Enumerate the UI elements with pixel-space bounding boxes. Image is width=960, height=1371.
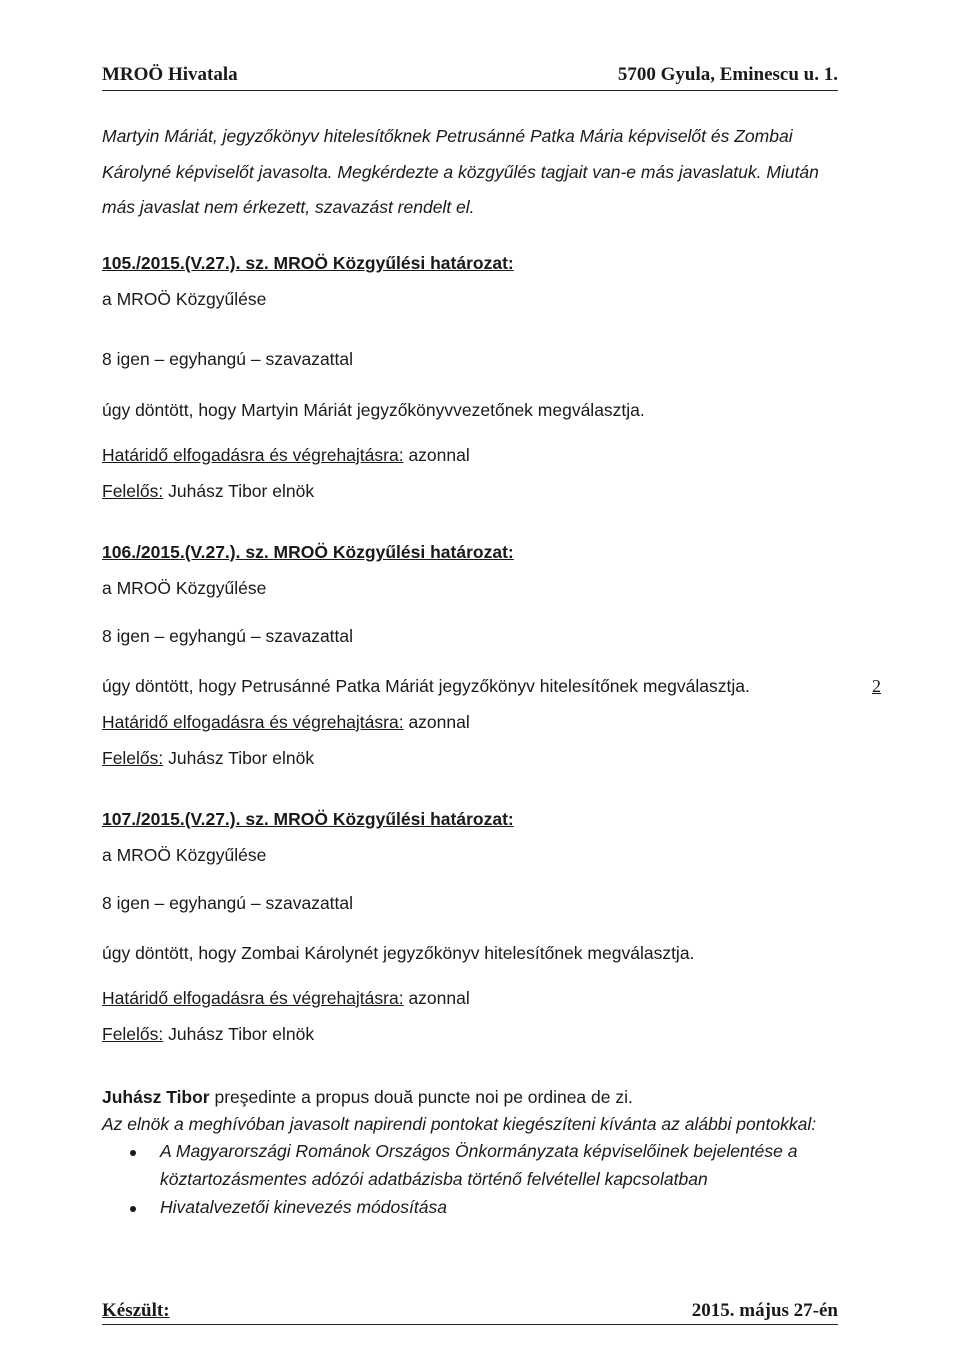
resolution-title: 106./2015.(V.27.). sz. MROÖ Közgyűlési határozat: (102, 542, 514, 562)
bullet-item-1-line-1: A Magyarországi Románok Országos Önkormányzata képviselőinek bejelentése a (160, 1141, 798, 1161)
resolution-title: 105./2015.(V.27.). sz. MROÖ Közgyűlési határozat: (102, 253, 514, 273)
deadline-label: Határidő elfogadásra és végrehajtásra: (102, 445, 404, 465)
resolution-deadline (102, 712, 470, 733)
page-number: 2 (872, 676, 881, 696)
resolution-decision: úgy döntött, hogy Zombai Károlynét jegyzőkönyv hitelesítőnek megválasztja. (102, 943, 695, 963)
bullet-item-1-line-2: köztartozásmentes adózói adatbázisba történő felvétellel kapcsolatban (160, 1169, 708, 1189)
resolution-vote: 8 igen – egyhangú – szavazattal (102, 893, 354, 913)
responsible-value: Juhász Tibor elnök (168, 481, 315, 501)
resolution-deadline (102, 988, 470, 1009)
resolution-deadline (102, 445, 470, 466)
deadline-label: Határidő elfogadásra és végrehajtásra: (102, 712, 404, 732)
header-address: 5700 Gyula, Eminescu u. 1. (617, 64, 838, 85)
closing-romanian (102, 1087, 633, 1108)
responsible-label: Felelős: (102, 1024, 164, 1044)
resolution-responsible (102, 1024, 314, 1045)
intro-line-1: Martyin Máriát, jegyzőkönyv hitelesítőknek Petrusánné Patka Mária képviselőt és Zombai (102, 126, 793, 146)
responsible-value: Juhász Tibor elnök (168, 748, 315, 768)
resolution-body: a MROÖ Közgyűlése (102, 578, 267, 598)
closing-romanian-text: preşedinte a propus două puncte noi pe ordinea de zi. (214, 1087, 633, 1107)
intro-line-2: Károlyné képviselőt javasolta. Megkérdezte a közgyűlés tagjait van-e más javaslatuk. Miután (102, 162, 819, 182)
deadline-value: azonnal (408, 445, 470, 465)
resolution-responsible (102, 748, 314, 769)
closing-name: Juhász Tibor (102, 1087, 210, 1107)
intro-line-3: más javaslat nem érkezett, szavazást rendelt el. (102, 197, 475, 217)
header-org: MROÖ Hivatala (102, 64, 238, 85)
bullet-item-2: Hivatalvezetői kinevezés módosítása (160, 1197, 447, 1217)
resolution-decision: úgy döntött, hogy Petrusánné Patka Máriát jegyzőkönyv hitelesítőnek megválasztja. (102, 676, 750, 696)
deadline-label: Határidő elfogadásra és végrehajtásra: (102, 988, 404, 1008)
page-footer (102, 1300, 838, 1325)
footer-label: Készült: (102, 1300, 170, 1321)
responsible-value: Juhász Tibor elnök (168, 1024, 315, 1044)
footer-date: 2015. május 27-én (691, 1300, 838, 1321)
resolution-title: 107./2015.(V.27.). sz. MROÖ Közgyűlési határozat: (102, 809, 514, 829)
resolution-decision: úgy döntött, hogy Martyin Máriát jegyzőkönyvvezetőnek megválasztja. (102, 400, 645, 420)
resolution-body: a MROÖ Közgyűlése (102, 845, 267, 865)
resolution-body: a MROÖ Közgyűlése (102, 289, 267, 309)
closing-hungarian: Az elnök a meghívóban javasolt napirendi pontokat kiegészíteni kívánta az alábbi pontokkal: (102, 1114, 817, 1134)
deadline-value: azonnal (408, 988, 470, 1008)
responsible-label: Felelős: (102, 748, 164, 768)
bullet-dot (130, 1206, 136, 1212)
resolution-vote: 8 igen – egyhangú – szavazattal (102, 349, 354, 369)
deadline-value: azonnal (408, 712, 470, 732)
resolution-responsible (102, 481, 314, 502)
responsible-label: Felelős: (102, 481, 164, 501)
page-header (102, 62, 838, 91)
resolution-vote: 8 igen – egyhangú – szavazattal (102, 626, 354, 646)
bullet-dot (130, 1150, 136, 1156)
